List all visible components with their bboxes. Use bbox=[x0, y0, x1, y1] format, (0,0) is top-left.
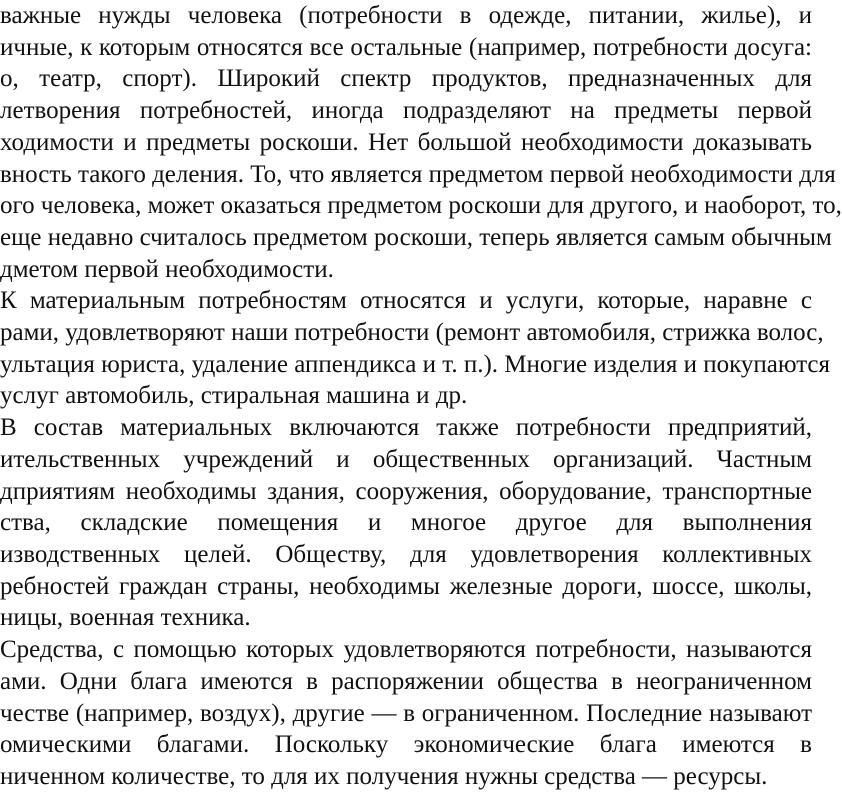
text-line: ительственных учреждений и общественных организаций. Частным bbox=[0, 446, 812, 473]
text-line: К материальным потребностям относятся и услуги, которые, наравне с bbox=[0, 287, 812, 314]
text-line: ами. Одни блага имеются в распоряжении общества в неограниченном bbox=[0, 668, 812, 695]
text-line: еще недавно считалось предметом роскоши, теперь является самым обычным bbox=[0, 224, 832, 251]
text-line: дприятиям необходимы здания, сооружения, оборудование, транспортные bbox=[0, 478, 812, 505]
text-line: ницы, военная техника. bbox=[0, 604, 251, 631]
text-line: вность такого деления. То, что является предметом первой необходимости для bbox=[0, 161, 836, 188]
text-line: рами, удовлетворяют наши потребности (ремонт автомобиля, стрижка волос, bbox=[0, 319, 824, 346]
text-line: омическими благами. Поскольку экономические блага имеются в bbox=[0, 731, 812, 758]
text-line: В состав материальных включаются также потребности предприятий, bbox=[0, 414, 812, 441]
text-line: летворения потребностей, иногда подразделяют на предметы первой bbox=[0, 97, 812, 124]
text-line: ходимости и предметы роскоши. Нет большой необходимости доказывать bbox=[0, 129, 812, 156]
text-line: Средства, с помощью которых удовлетворяются потребности, называются bbox=[0, 636, 812, 663]
text-line: важные нужды человека (потребности в одежде, питании, жилье), и bbox=[0, 2, 812, 29]
text-line: ичные, к которым относятся все остальные (например, потребности досуга: bbox=[0, 34, 812, 61]
text-line: ребностей граждан страны, необходимы железные дороги, шоссе, школы, bbox=[0, 573, 812, 600]
text-line: ультация юриста, удаление аппендикса и т. п.). Многие изделия и покупаются bbox=[0, 351, 831, 378]
text-line: ого человека, может оказаться предметом роскоши для другого, и наоборот, то, bbox=[0, 192, 842, 219]
text-line: честве (например, воздух), другие — в ограниченном. Последние называют bbox=[0, 700, 812, 727]
text-line: ниченном количестве, то для их получения нужны средства — ресурсы. bbox=[0, 763, 768, 790]
text-line: о, театр, спорт). Широкий спектр продуктов, предназначенных для bbox=[0, 65, 812, 92]
text-line: изводственных целей. Обществу, для удовлетворения коллективных bbox=[0, 541, 812, 568]
text-line: услуг автомобиль, стиральная машина и др. bbox=[0, 382, 468, 409]
text-line: дметом первой необходимости. bbox=[0, 256, 334, 283]
text-line: ства, складские помещения и многое другое для выполнения bbox=[0, 509, 812, 536]
